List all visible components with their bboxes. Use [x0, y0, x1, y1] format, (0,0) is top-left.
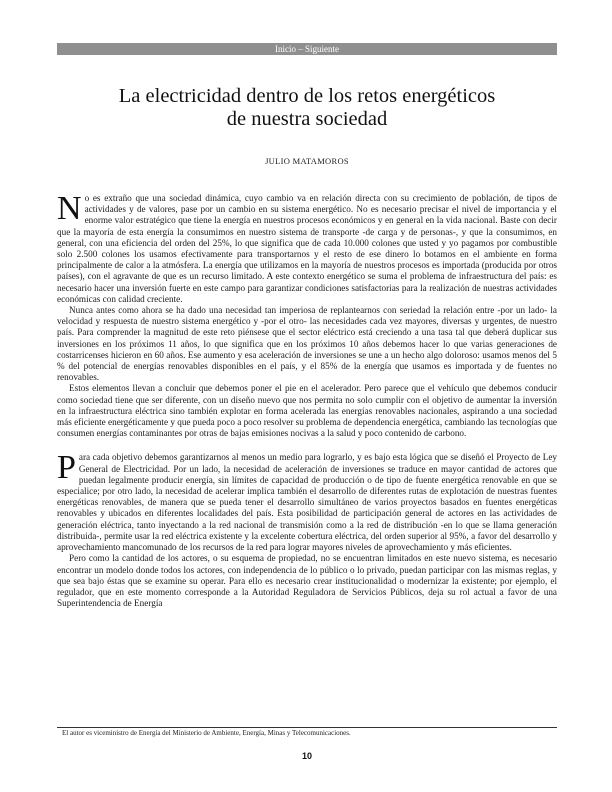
navigation-links	[57, 43, 557, 55]
paragraph-1-text: o es extraño que una sociedad dinámica, cuyo cambio va en relación directa con su crecimiento de población, de tipos de actividades y de valores, pase por un cambio en su sistema energético. No es necesario precisar el nivel de importancia y el enorme valor estratégico que tiene la energía en nuestros procesos económicos y en general en la vida nacional. Baste con decir que la mayoría de esta energía la consumimos en nuestro sistema de transporte -de carga y de personas-, y que la consumimos, en general, con una eficiencia del orden del 25%, lo que significa que de cada 10.000 colones que usted y yo pagamos por combustible solo 2.500 colones los usamos efectivamente para transportarnos y el resto de ese dinero lo botamos en el ambiente en forma principalmente de calor a la atmósfera. La energía que utilizamos en la mayoría de nuestros procesos es importada (producida por otros países), con el agravante de que es un recurso limitado. A este contexto energético se suma el problema de infraestructura del país: es necesario hacer una inversión fuerte en este campo para garantizar condiciones satisfactorias para la realización de nuestras actividades económicas con calidad creciente.	[57, 193, 557, 304]
paragraph-3: Estos elementos llevan a concluir que debemos poner el pie en el acelerador. Pero parece que el vehículo que debemos conducir como sociedad tiene que ser diferente, con un diseño nuevo que nos permita no solo cumplir con el objetivo de aumentar la inversión en la infraestructura eléctrica sino también explotar en forma acelerada las energías renovables nacionales, aspirando a una sociedad más eficiente energéticamente y que pueda poco a poco resolver su problema de dependencia energética, cambiando las tecnologías que consumen energías contaminantes por otras de bajas emisiones nocivas a la salud y poco contenido de carbono.	[57, 383, 557, 439]
title-line-1: La electricidad dentro de los retos energéticos	[118, 85, 496, 107]
paragraph-2: Nunca antes como ahora se ha dado una necesidad tan imperiosa de replantearnos con seriedad la relación entre -por un lado- la velocidad y respuesta de nuestro sistema energético y -por el otro- las necesidades cada vez mayores, diversas y urgentes, de nuestro país. Para comprender la magnitud de este reto piénsese que el sector eléctrico está creciendo a una tasa tal que deberá duplicar sus inversiones en los próximos 11 años, lo que significa que en los próximos 10 años debemos hacer lo que varias generaciones de costarricenses hicieron en 60 años. Ese aumento y esa aceleración de inversiones se une a un hecho algo doloroso: usamos menos del 5 % del potencial de energías renovables disponibles en el país, y el 85% de la energía que usamos es importada y de fuentes no renovables.	[57, 305, 557, 383]
nav-separator: –	[296, 44, 305, 54]
paragraph-4-text: ara cada objetivo debemos garantizarnos al menos un medio para lograrlo, y es bajo esta lógica que se diseñó el Proyecto de Ley General de Electricidad. Por un lado, la necesidad de aceleración de inversiones se traduce en mayor cantidad de actores que puedan legalmente producir energía, sin límites de capacidad de producción o de tipo de fuente energética renovable en que se especialice; por otro lado, la necesidad de acelerar implica también el desarrollo de diferentes rutas de explotación de nuestras fuentes energéticas renovables, de manera que se pueda tener el desarrollo simultáneo de varios proyectos basados en fuentes energéticas renovables y ubicados en diferentes localidades del país. Esta posibilidad de participación general de actores en las actividades de generación eléctrica, tanto inyectando a la red nacional de transmisión como a la red de distribución -en lo que se llama generación distribuida-, permite usar la red eléctrica existente y la excelente cobertura eléctrica, del orden superior al 95%, a favor del desarrollo y aprovechamiento mancomunado de los recursos de la red para lograr mayores niveles de aprovechamiento y más eficientes.	[57, 452, 557, 553]
footnote-divider	[57, 727, 557, 728]
paragraph-1	[57, 190, 557, 305]
article-body	[57, 190, 557, 609]
drop-cap-p: P	[57, 449, 76, 487]
navigation-bar	[57, 43, 557, 55]
article-title	[57, 85, 557, 131]
title-line-2: de nuestra sociedad	[226, 108, 388, 130]
page-number: 10	[301, 751, 312, 761]
siguiente-link[interactable]: Siguiente	[305, 44, 339, 54]
paragraph-5: Pero como la cantidad de los actores, o su esquema de propiedad, no se encuentran limitados en este nuevo sistema, es necesario encontrar un modelo donde todos los actores, con independencia de lo público o lo privado, puedan participar con las mismas reglas, y que sea bajo éstas que se examine su operar. Para ello es necesario crear institucionalidad o modernizar la existente; por ejemplo, el regulador, que en este momento corresponde a la Autoridad Reguladora de Servicios Públicos, deja su rol actual a favor de una Superintendencia de Energía	[57, 553, 557, 609]
author-name: JULIO MATAMOROS	[265, 156, 349, 166]
footnote: El autor es viceministro de Energía del Ministerio de Ambiente, Energía, Minas y Telecomunicaciones.	[62, 729, 351, 737]
drop-cap-n: N	[57, 190, 82, 227]
paragraph-4	[57, 449, 557, 553]
inicio-link[interactable]: Inicio	[275, 44, 296, 54]
